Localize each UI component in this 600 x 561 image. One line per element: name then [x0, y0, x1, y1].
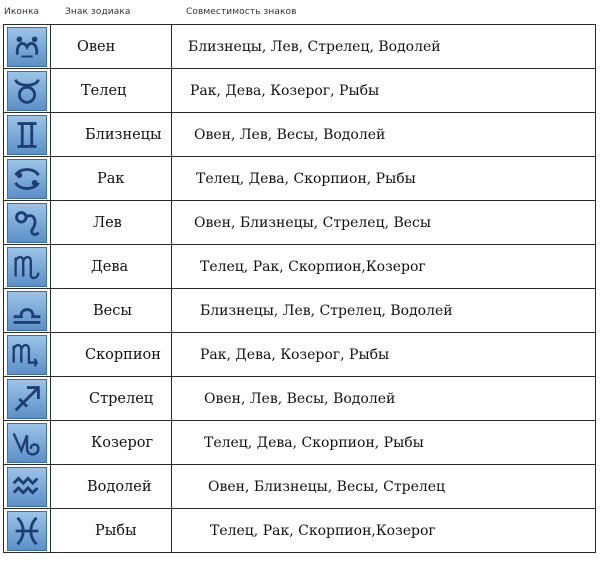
sagittarius-icon — [7, 379, 47, 419]
compat-list: Телец, Рак, Скорпион,Козерог — [210, 522, 436, 539]
sign-cell — [51, 289, 172, 333]
sign-cell — [51, 201, 172, 245]
aries-icon — [7, 27, 47, 67]
sign-name: Стрелец — [89, 390, 154, 407]
sign-cell — [51, 509, 172, 553]
leo-icon — [7, 203, 47, 243]
icon-cell — [4, 465, 51, 509]
icon-cell — [4, 509, 51, 553]
compat-cell — [172, 113, 596, 157]
sign-name: Скорпион — [85, 346, 161, 363]
cancer-icon — [7, 159, 47, 199]
compat-list: Овен, Близнецы, Весы, Стрелец — [208, 478, 446, 495]
sign-name: Водолей — [87, 478, 152, 495]
table-row — [4, 245, 596, 289]
compat-cell — [172, 25, 596, 69]
icon-cell — [4, 25, 51, 69]
aquarius-icon — [7, 467, 47, 507]
sign-cell — [51, 69, 172, 113]
icon-cell — [4, 377, 51, 421]
table-row — [4, 377, 596, 421]
compat-cell — [172, 509, 596, 553]
sign-cell — [51, 157, 172, 201]
compat-cell — [172, 465, 596, 509]
sign-cell — [51, 245, 172, 289]
sign-cell — [51, 377, 172, 421]
pisces-icon — [7, 511, 47, 551]
libra-icon — [7, 291, 47, 331]
compat-list: Телец, Рак, Скорпион,Козерог — [200, 258, 426, 275]
zodiac-table — [3, 24, 596, 553]
header-icon-column: Иконка — [4, 7, 40, 17]
table-row — [4, 113, 596, 157]
compat-list: Близнецы, Лев, Стрелец, Водолей — [200, 302, 453, 319]
compat-list: Овен, Близнецы, Стрелец, Весы — [194, 214, 432, 231]
sign-name: Козерог — [91, 434, 154, 451]
compat-list: Рак, Дева, Козерог, Рыбы — [190, 82, 380, 99]
table-row — [4, 69, 596, 113]
scorpio-icon — [7, 335, 47, 375]
compat-cell — [172, 333, 596, 377]
compat-list: Рак, Дева, Козерог, Рыбы — [200, 346, 390, 363]
sign-cell — [51, 333, 172, 377]
sign-name: Телец — [81, 82, 127, 99]
taurus-icon — [7, 71, 47, 111]
header-compat-column: Совместимость знаков — [186, 7, 297, 17]
compat-cell — [172, 201, 596, 245]
icon-cell — [4, 201, 51, 245]
sign-cell — [51, 113, 172, 157]
icon-cell — [4, 289, 51, 333]
compat-list: Телец, Дева, Скорпион, Рыбы — [196, 170, 416, 187]
icon-cell — [4, 113, 51, 157]
table-row — [4, 465, 596, 509]
table-row — [4, 25, 596, 69]
table-row — [4, 289, 596, 333]
compat-list: Овен, Лев, Весы, Водолей — [194, 126, 386, 143]
icon-cell — [4, 157, 51, 201]
gemini-icon — [7, 115, 47, 155]
table-row — [4, 201, 596, 245]
compat-list: Близнецы, Лев, Стрелец, Водолей — [188, 38, 441, 55]
table-row — [4, 157, 596, 201]
virgo-icon — [7, 247, 47, 287]
compat-cell — [172, 69, 596, 113]
icon-cell — [4, 69, 51, 113]
compat-cell — [172, 421, 596, 465]
compat-cell — [172, 377, 596, 421]
sign-name: Лев — [93, 214, 122, 231]
sign-cell — [51, 421, 172, 465]
compat-list: Овен, Лев, Весы, Водолей — [204, 390, 396, 407]
icon-cell — [4, 245, 51, 289]
sign-cell — [51, 465, 172, 509]
table-row — [4, 509, 596, 553]
sign-name: Весы — [93, 302, 132, 319]
sign-name: Близнецы — [85, 126, 162, 143]
compat-cell — [172, 157, 596, 201]
sign-name: Дева — [91, 258, 129, 275]
icon-cell — [4, 333, 51, 377]
table-row — [4, 333, 596, 377]
sign-cell — [51, 25, 172, 69]
table-row — [4, 421, 596, 465]
compat-list: Телец, Дева, Скорпион, Рыбы — [204, 434, 424, 451]
capricorn-icon — [7, 423, 47, 463]
sign-name: Рыбы — [95, 522, 137, 539]
compat-cell — [172, 289, 596, 333]
compat-cell — [172, 245, 596, 289]
icon-cell — [4, 421, 51, 465]
sign-name: Рак — [97, 170, 125, 187]
header-sign-column: Знак зодиака — [65, 7, 131, 17]
sign-name: Овен — [77, 38, 116, 55]
